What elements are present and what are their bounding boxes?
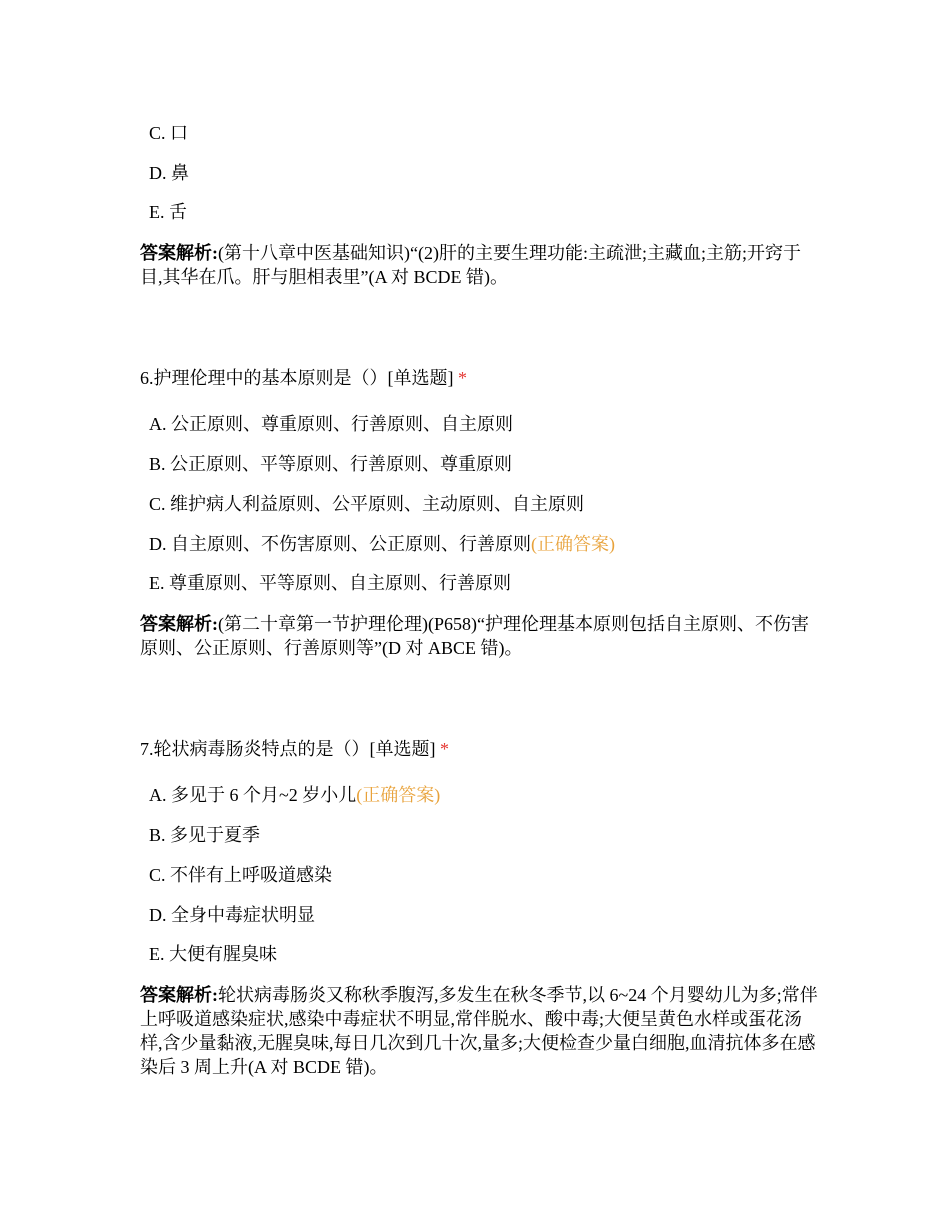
q7-required-mark: *: [440, 739, 449, 759]
q7-option-b: B. 多见于夏季: [149, 825, 261, 845]
q7-analysis-text: 轮状病毒肠炎又称秋季腹泻,多发生在秋冬季节,以 6~24 个月婴幼儿为多;常伴上呼吸道感染症状,感染中毒症状不明显,常伴脱水、酸中毒;大便呈黄色水样或蛋花汤样,含少量黏液,无腥臭味,每日几次到几十次,量多;大便检查少量白细胞,血清抗体多在感染后 3 周上升(A 对 BCDE 错)。: [140, 985, 818, 1077]
q6-option-e: E. 尊重原则、平等原则、自主原则、行善原则: [149, 573, 511, 593]
q7-question-text: 7.轮状病毒肠炎特点的是（）[单选题]: [140, 739, 436, 759]
q5-analysis-text: (第十八章中医基础知识)“(2)肝的主要生理功能:主疏泄;主藏血;主筋;开窍于目,其华在爪。肝与胆相表里”(A 对 BCDE 错)。: [140, 243, 801, 287]
q7-option-a-text: A. 多见于 6 个月~2 岁小儿: [149, 785, 357, 805]
q7-option-e: E. 大便有腥臭味: [149, 944, 277, 964]
q7-correct-tag: (正确答案): [356, 785, 441, 805]
q6-correct-tag: (正确答案): [531, 534, 615, 554]
q6-question-text: 6.护理伦理中的基本原则是（）[单选题]: [140, 368, 454, 388]
q6-analysis: [140, 612, 820, 660]
q7-analysis: [140, 983, 820, 1079]
q6-option-b: B. 公正原则、平等原则、行善原则、尊重原则: [149, 454, 513, 474]
q6-question: [140, 366, 467, 390]
q7-question: [140, 737, 449, 761]
q6-option-d: [149, 532, 615, 556]
q6-required-mark: *: [458, 368, 467, 388]
q7-option-a: [149, 783, 440, 807]
q6-analysis-text: (第二十章第一节护理伦理)(P658)“护理伦理基本原则包括自主原则、不伤害原则、公正原则、行善原则等”(D 对 ABCE 错)。: [140, 614, 809, 658]
q5-analysis-label: 答案解析:: [140, 243, 218, 263]
q6-analysis-label: 答案解析:: [140, 614, 218, 634]
q5-analysis: [140, 241, 820, 289]
q5-option-c: C. 口: [149, 123, 189, 143]
q7-option-c: C. 不伴有上呼吸道感染: [149, 865, 333, 885]
q7-option-d: D. 全身中毒症状明显: [149, 905, 315, 925]
q5-option-e: E. 舌: [149, 202, 187, 222]
q5-option-d: D. 鼻: [149, 163, 189, 183]
q6-option-c: C. 维护病人利益原则、公平原则、主动原则、自主原则: [149, 494, 585, 514]
q6-option-a: A. 公正原则、尊重原则、行善原则、自主原则: [149, 414, 513, 434]
q7-analysis-label: 答案解析:: [140, 985, 218, 1005]
q6-option-d-text: D. 自主原则、不伤害原则、公正原则、行善原则: [149, 534, 531, 554]
